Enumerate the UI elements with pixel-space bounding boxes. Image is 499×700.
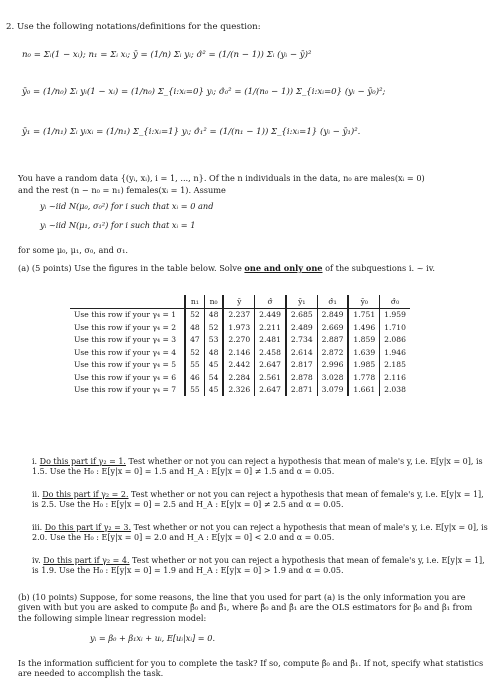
table-row xyxy=(70,334,410,346)
subquestion-iii xyxy=(32,523,492,543)
cell: 2.878 xyxy=(286,371,317,383)
cell: 2.086 xyxy=(380,334,410,346)
question-intro: Use the following notations/definitions for the question: xyxy=(16,22,261,32)
cell: 2.817 xyxy=(286,359,317,371)
cell: 2.647 xyxy=(255,384,286,396)
header-ybar0: ȳ₀ xyxy=(348,295,379,308)
subquestion-i xyxy=(32,457,492,477)
cell: 48 xyxy=(204,308,223,321)
cell: 1.973 xyxy=(223,321,254,333)
cell: 1.985 xyxy=(348,359,379,371)
cell: 2.871 xyxy=(286,384,317,396)
setup-line-1: You have a random data {(yᵢ, xᵢ), i = 1, ..., n}. Of the n individuals in the data, n₀ are males(xᵢ = 0) xyxy=(18,173,425,183)
header-sigma1: σ̂₁ xyxy=(317,295,348,308)
cell: 2.211 xyxy=(255,321,286,333)
table-row xyxy=(70,371,410,383)
cell: 1.710 xyxy=(380,321,410,333)
cell: 2.561 xyxy=(255,371,286,383)
row-label: Use this row if your γ₄ = 2 xyxy=(74,322,177,332)
cell: 2.116 xyxy=(380,371,410,383)
subquestion-iv xyxy=(32,556,492,576)
table-header-row xyxy=(70,295,410,308)
for-some-params: for some μ₀, μ₁, σ₀, and σ₁. xyxy=(18,245,128,255)
row-label: Use this row if your γ₄ = 4 xyxy=(74,347,177,357)
subquestion-condition: Do this part if γ₂ = 4. xyxy=(43,556,130,565)
subquestion-condition: Do this part if γ₂ = 3. xyxy=(44,523,132,532)
cell: 1.496 xyxy=(348,321,379,333)
question-header xyxy=(6,22,261,33)
cell: 46 xyxy=(185,371,204,383)
part-b-prompt: (b) (10 points) Suppose, for some reasons, the line that you used for part (a) is the only information you are given with but you are asked to compute β̂₀ and β̂₁, where β̂₀ and β̂₁ are the OLS estimators for β₀ and β₁ from the following simple linear regression model: xyxy=(18,592,473,623)
subquestion-condition: Do this part if γ₂ = 2. xyxy=(42,490,129,499)
header-sigma: σ̂ xyxy=(255,295,286,308)
row-label: Use this row if your γ₄ = 3 xyxy=(74,335,177,345)
regression-model: yᵢ = β₀ + β₁xᵢ + uᵢ, E[uᵢ|xᵢ] = 0. xyxy=(90,633,216,643)
cell: 2.685 xyxy=(286,308,317,321)
definition-line-3: ȳ₁ = (1/n₁) Σᵢ yᵢxᵢ = (1/n₁) Σ_{i:xᵢ=1} yᵢ; σ̂₁² = (1/(n₁ − 1)) Σ_{i:xᵢ=1} (yᵢ − ȳ₁)². xyxy=(22,127,361,137)
table-row xyxy=(70,308,410,321)
cell: 2.326 xyxy=(223,384,254,396)
cell: 2.669 xyxy=(317,321,348,333)
cell: 48 xyxy=(204,346,223,358)
cell: 52 xyxy=(185,346,204,358)
subquestion-number: iv. xyxy=(32,556,41,565)
assumption-male: yᵢ ~iid N(μ₀, σ₀²) for i such that xᵢ = 0 and xyxy=(40,201,214,211)
table-row xyxy=(70,384,410,396)
row-label: Use this row if your γ₄ = 7 xyxy=(74,385,177,395)
cell: 1.859 xyxy=(348,334,379,346)
subquestion-ii xyxy=(32,490,492,510)
cell: 45 xyxy=(204,359,223,371)
question-number: 2. xyxy=(6,22,15,32)
definition-line-1: n₀ = Σᵢ(1 − xᵢ); n₁ = Σᵢ xᵢ; ȳ = (1/n) Σᵢ yᵢ; σ̂² = (1/(n − 1)) Σᵢ (yᵢ − ȳ)² xyxy=(22,50,312,60)
cell: 2.458 xyxy=(255,346,286,358)
cell: 52 xyxy=(185,308,204,321)
subquestion-text: Test whether or not you can reject a hypothesis that mean of female's y, i.e. E[y|x = 1], is 2.5. Use the H₀ : E[y|x = 0] = 2.5 and H_A : E[y|x = 0] ≠ 2.5 and α = 0.05. xyxy=(32,490,484,509)
part-a-label: (a) (5 points) Use the figures in the table below. Solve xyxy=(18,263,245,273)
cell: 3.028 xyxy=(317,371,348,383)
table-row xyxy=(70,346,410,358)
cell: 1.661 xyxy=(348,384,379,396)
cell: 2.481 xyxy=(255,334,286,346)
cell: 3.079 xyxy=(317,384,348,396)
assumption-female: yᵢ ~iid N(μ₁, σ₁²) for i such that xᵢ = 1 xyxy=(40,220,196,230)
subquestion-text: Test whether or not you can reject a hypothesis that mean of male's y, i.e. E[y|x = 0], is 1.5. Use the H₀ : E[y|x = 0] = 1.5 and H_A : E[y|x = 0] ≠ 1.5 and α = 0.05. xyxy=(32,457,483,476)
cell: 1.751 xyxy=(348,308,379,321)
header-ybar1: ȳ₁ xyxy=(286,295,317,308)
cell: 55 xyxy=(185,359,204,371)
part-b-question: Is the information sufficient for you to complete the task? If so, compute β̂₀ and β̂₁. If not, specify what statistics are needed to accomplish the task. xyxy=(18,658,484,679)
row-label: Use this row if your γ₄ = 5 xyxy=(74,360,177,370)
cell: 2.872 xyxy=(317,346,348,358)
cell: 1.778 xyxy=(348,371,379,383)
cell: 2.614 xyxy=(286,346,317,358)
cell: 2.038 xyxy=(380,384,410,396)
subquestion-number: iii. xyxy=(32,523,43,532)
subquestion-number: ii. xyxy=(32,490,40,499)
cell: 2.449 xyxy=(255,308,286,321)
row-label: Use this row if your γ₄ = 6 xyxy=(74,372,177,382)
cell: 2.996 xyxy=(317,359,348,371)
cell: 2.734 xyxy=(286,334,317,346)
cell: 1.639 xyxy=(348,346,379,358)
subquestion-text: Test whether or not you can reject a hypothesis that mean of male's y, i.e. E[y|x = 0], is 2.0. Use the H₀ : E[y|x = 0] = 2.0 and H_A : E[y|x = 0] < 2.0 and α = 0.05. xyxy=(32,523,488,542)
part-a-emphasis: one and only one xyxy=(244,263,323,273)
cell: 2.237 xyxy=(223,308,254,321)
header-ybar: ȳ xyxy=(223,295,254,308)
cell: 2.489 xyxy=(286,321,317,333)
part-a-prompt xyxy=(18,263,488,273)
cell: 2.270 xyxy=(223,334,254,346)
header-sigma0: σ̂₀ xyxy=(380,295,410,308)
header-n1: n₁ xyxy=(185,295,204,308)
cell: 45 xyxy=(204,384,223,396)
cell: 53 xyxy=(204,334,223,346)
cell: 2.185 xyxy=(380,359,410,371)
cell: 2.647 xyxy=(255,359,286,371)
setup-line-2: and the rest (n − n₀ = n₁) females(xᵢ = 1). Assume xyxy=(18,185,226,195)
cell: 2.849 xyxy=(317,308,348,321)
row-label: Use this row if your γ₄ = 1 xyxy=(74,310,177,320)
cell: 48 xyxy=(185,321,204,333)
cell: 2.442 xyxy=(223,359,254,371)
subquestion-condition: Do this part if γ₂ = 1. xyxy=(39,457,126,466)
cell: 55 xyxy=(185,384,204,396)
cell: 2.284 xyxy=(223,371,254,383)
table-row xyxy=(70,321,410,333)
subquestion-number: i. xyxy=(32,457,38,466)
table-row xyxy=(70,359,410,371)
summary-statistics-table xyxy=(70,295,410,396)
cell: 1.959 xyxy=(380,308,410,321)
part-a-tail: of the subquestions i. ~ iv. xyxy=(322,263,436,273)
header-n0: n₀ xyxy=(204,295,223,308)
cell: 54 xyxy=(204,371,223,383)
cell: 1.946 xyxy=(380,346,410,358)
cell: 2.887 xyxy=(317,334,348,346)
cell: 2.146 xyxy=(223,346,254,358)
definition-line-2: ȳ₀ = (1/n₀) Σᵢ yᵢ(1 − xᵢ) = (1/n₀) Σ_{i:xᵢ=0} yᵢ; σ̂₀² = (1/(n₀ − 1)) Σ_{i:xᵢ=0} (yᵢ − ȳ₀)²; xyxy=(22,87,386,97)
subquestion-text: Test whether or not you can reject a hypothesis that mean of female's y, i.e. E[y|x = 1], is 1.9. Use the H₀ : E[y|x = 0] = 1.9 and H_A : E[y|x = 0] > 1.9 and α = 0.05. xyxy=(32,556,485,575)
cell: 47 xyxy=(185,334,204,346)
cell: 52 xyxy=(204,321,223,333)
